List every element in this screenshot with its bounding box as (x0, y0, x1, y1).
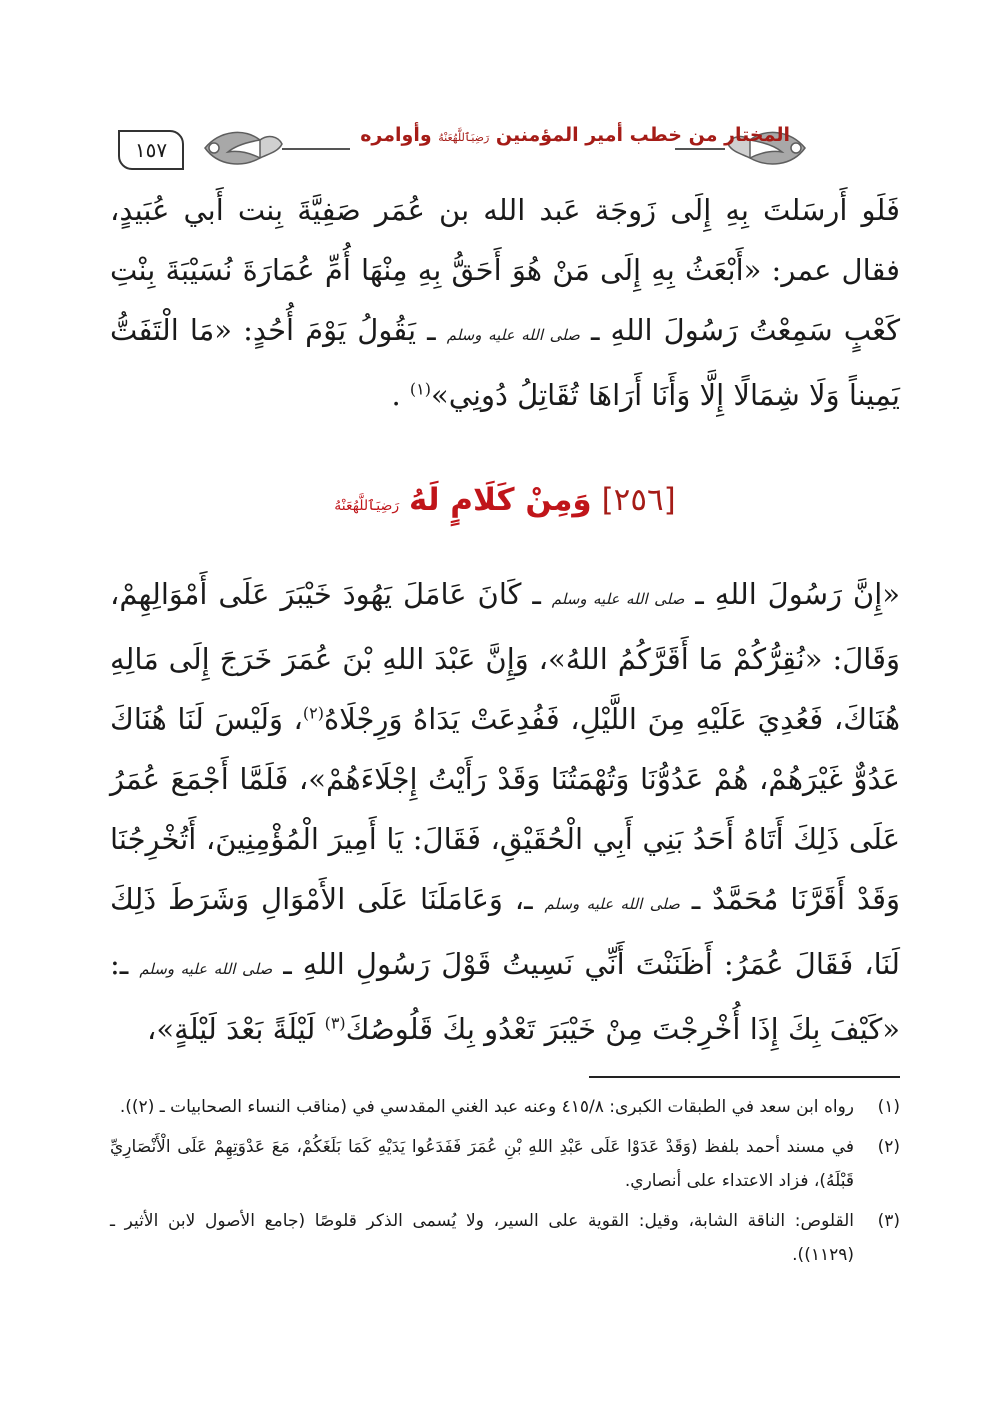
salawat-mark: صلى الله عليه وسلم (544, 895, 680, 913)
page-number: ١٥٧ (118, 130, 184, 170)
salawat-mark: صلى الله عليه وسلم (446, 326, 580, 344)
footnote-3 (110, 1204, 900, 1272)
footnote-ref-1[interactable]: (١) (409, 379, 431, 399)
footnote-text: في مسند أحمد بلفظ (وَقَدْ عَدَوْا عَلَى عَبْدِ اللهِ بْنِ عُمَرَ فَفَدَعُوا يَدَيْهِ كَمَا بَلَغَكُمْ، مَعَ عَدْوَتِهِمْ عَلَى الْأَنْصَارِيِّ قَبْلَهُ)، فزاد الاعتداء على أنصاري. (110, 1137, 854, 1191)
footnote-number: (٣) (877, 1211, 900, 1231)
footnotes (110, 1090, 900, 1278)
section-title: وَمِنْ كَلَامٍ لَهُ (409, 482, 592, 518)
paragraph-2-seg-1: «إِنَّ رَسُولَ اللهِ ـ (695, 577, 901, 611)
paragraph-2-seg-4: ـ، وَعَامَلَنَا عَلَى الأَمْوَالِ وَشَرَطَ ذَلِكَ لَنَا، فَقَالَ عُمَرُ: أَظَنَنْتَ أَنِّي نَسِيتُ قَوْلَ رَسُولِ اللهِ ـ (110, 882, 901, 981)
footnote-text: رواه ابن سعد في الطبقات الكبرى: ٤١٥/٨ وعنه عبد الغني المقدسي في (مناقب النساء الصحابيات ـ (٢)). (119, 1097, 854, 1117)
running-title (360, 124, 790, 146)
footnote-text: القلوص: الناقة الشابة، وقيل: القوية على السير، ولا يُسمى الذكر قلوصًا (جامع الأصول لابن الأثير ـ (١١٢٩)). (110, 1211, 854, 1265)
paragraph-1-line-1: فَلَو أَرسَلتَ بِهِ إِلَى زَوجَة عَبد الله بن عُمَر صَفِيَّةَ بِنت أَبي عُبَيدٍ، فقال عمر: «أَبْعَثُ بِهِ إِلَى مَنْ هُوَ أَحَقُّ بِهِ مِنْهَا أُمِّ عُمَارَةَ نُسَيْبَةَ بِنْتِ كَعْبٍ سَمِعْتُ رَسُولَ اللهِ ـ (110, 193, 901, 347)
section-honorific: رَضِيَٱللَّهُعَنْهُ (334, 498, 400, 514)
footnote-1 (110, 1090, 900, 1124)
paragraph-1-end: . (391, 378, 401, 412)
running-title-suffix: وأوامره (360, 124, 432, 146)
footnote-number: (١) (877, 1097, 900, 1117)
ornament-left-scroll (205, 132, 282, 164)
paragraph-1-line-2: ـ يَقُولُ يَوْمَ أُحُدٍ: «مَا الْتَفَتُّ يَمِيناً وَلَا شِمَالًا إِلَّا وَأَنَا أَرَاهَا تُقَاتِلُ دُونِي» (110, 313, 900, 412)
footnote-separator (589, 1076, 900, 1078)
paragraph-2-seg-6: لَيْلَةً بَعْدَ لَيْلَةٍ»، (147, 1012, 316, 1046)
footnote-2 (110, 1130, 900, 1198)
running-title-honorific: رَضِيَٱللَّهُعَنْهُ (438, 131, 490, 144)
footnote-ref-2[interactable]: (٢) (302, 703, 325, 723)
paragraph-2-seg-3: ، وَلَيْسَ لَنَا هُنَاكَ عَدُوٌّ غَيْرَهُمْ، هُمْ عَدُوُّنَا وَتُهْمَتُنَا وَقَدْ رَأَيْتُ إِجْلَاءَهُمْ»، فَلَمَّا أَجْمَعَ عُمَرُ عَلَى ذَلِكَ أَتَاهُ أَحَدُ بَنِي أَبِي الْحُقَيْقِ، فَقَالَ: يَا أَمِيرَ الْمُؤْمِنِينَ، أَتُخْرِجُنَا وَقَدْ أَقَرَّنَا مُحَمَّدٌ ـ (110, 702, 901, 916)
footnote-ref-3[interactable]: (٣) (324, 1013, 346, 1033)
section-number: [٢٥٦] (601, 482, 676, 518)
paragraph-2-seg-5: ـ: «كَيْفَ بِكَ إِذَا أُخْرِجْتَ مِنْ خَيْبَرَ تَعْدُو بِكَ قَلُوصُكَ (110, 947, 900, 1046)
paragraph-2-seg-2: ـ كَانَ عَامَلَ يَهُودَ خَيْبَرَ عَلَى أَمْوَالِهِمْ، وَقَالَ: «نُقِرُّكُمْ مَا أَقَرَّكُمُ اللهُ»، وَإِنَّ عَبْدَ اللهِ بْنَ عُمَرَ خَرَجَ إِلَى مَالِهِ هُنَاكَ، فَعُدِيَ عَلَيْهِ مِنَ اللَّيْلِ، فَفُدِعَتْ يَدَاهُ وَرِجْلَاهُ (110, 577, 900, 736)
footnote-number: (٢) (877, 1137, 900, 1157)
section-heading (110, 482, 900, 518)
page-header (110, 112, 900, 178)
salawat-mark: صلى الله عليه وسلم (139, 960, 273, 978)
paragraph-2 (110, 564, 900, 1059)
running-title-text: المختار من خطب أمير المؤمنين (495, 124, 790, 146)
salawat-mark: صلى الله عليه وسلم (551, 590, 685, 608)
paragraph-1 (110, 180, 900, 425)
